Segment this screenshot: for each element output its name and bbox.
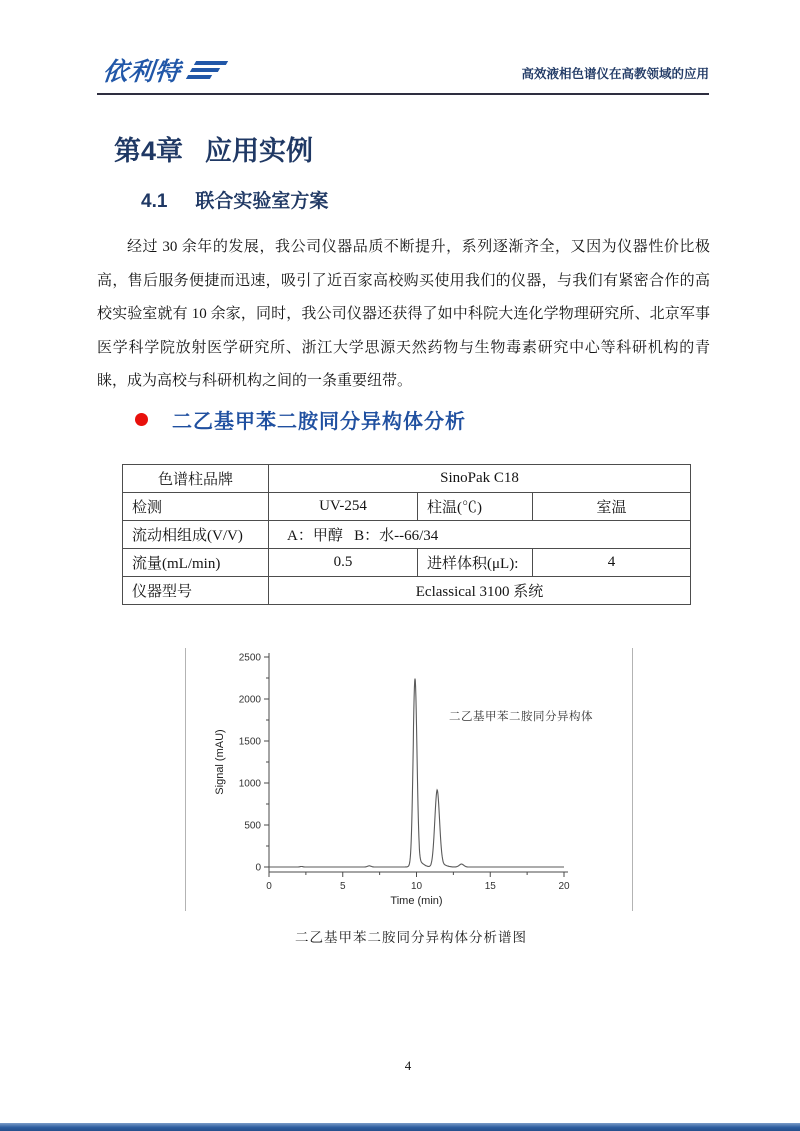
cell-detection-label: 检测 xyxy=(123,493,269,521)
bullet-heading xyxy=(135,405,466,434)
svg-text:10: 10 xyxy=(410,881,423,892)
cell-column-temp-label: 柱温(℃) xyxy=(418,493,533,521)
cell-column-brand-label: 色谱柱品牌 xyxy=(123,465,269,493)
cell-instrument-model-label: 仪器型号 xyxy=(123,577,269,605)
svg-text:1500: 1500 xyxy=(238,736,261,748)
svg-text:500: 500 xyxy=(244,820,261,832)
cell-column-brand-value: SinoPak C18 xyxy=(269,465,691,493)
cell-detection-value: UV-254 xyxy=(269,493,418,521)
svg-text:20: 20 xyxy=(558,881,570,892)
svg-text:Signal (mAU): Signal (mAU) xyxy=(214,729,226,795)
table-row xyxy=(123,493,691,521)
cell-mobile-phase-value: A：甲醇 B：水--66/34 xyxy=(269,521,691,549)
svg-text:15: 15 xyxy=(484,881,496,892)
svg-text:2500: 2500 xyxy=(238,652,261,664)
logo-bars-icon xyxy=(187,61,227,79)
header-title: 高效液相色谱仪在高教领域的应用 xyxy=(521,67,709,81)
table-row xyxy=(123,577,691,605)
chapter-title: 应用实例 xyxy=(205,136,314,166)
cell-column-temp-value: 室温 xyxy=(533,493,691,521)
svg-text:0: 0 xyxy=(266,881,272,892)
cell-injection-volume-value: 4 xyxy=(533,549,691,577)
body-paragraph: 经过 30 余年的发展，我公司仪器品质不断提升，系列逐渐齐全，又因为仪器性价比极高，售后服务便捷而迅速，吸引了近百家高校购买使用我们的仪器，与我们有紧密合作的高校实验室就有 10 余家，同时，我公司仪器还获得了如中科院大连化学物理研究所、北京军事医学科学院放射医学研究所、浙江大学思源天然药物与生物毒素研究中心等科研机构的青睐，成为高校与科研机构之间的一条重要纽带。 xyxy=(97,239,710,389)
svg-text:Time (min): Time (min) xyxy=(390,895,443,907)
logo-text: 依利特 xyxy=(101,58,183,86)
figure-caption: 二乙基甲苯二胺同分异构体分析谱图 xyxy=(295,930,527,945)
section-title: 联合实验室方案 xyxy=(195,191,329,212)
footer-bar xyxy=(0,1123,800,1131)
company-logo xyxy=(103,52,227,88)
chromatogram-figure xyxy=(185,648,633,911)
table-row xyxy=(123,549,691,577)
svg-text:0: 0 xyxy=(255,862,261,874)
conditions-table xyxy=(122,464,691,605)
chapter-heading xyxy=(114,129,313,168)
section-number: 4.1 xyxy=(141,191,168,212)
chapter-number: 第4章 xyxy=(114,136,184,166)
cell-injection-volume-label: 进样体积(μL): xyxy=(418,549,533,577)
table-row xyxy=(123,521,691,549)
bullet-dot-icon xyxy=(135,413,148,426)
bullet-label: 二乙基甲苯二胺同分异构体分析 xyxy=(172,411,466,433)
section-heading xyxy=(141,186,328,213)
svg-text:二乙基甲苯二胺同分异构体: 二乙基甲苯二胺同分异构体 xyxy=(449,711,593,723)
cell-mobile-phase-label: 流动相组成(V/V) xyxy=(123,521,269,549)
svg-text:5: 5 xyxy=(339,881,346,892)
page-number: 4 xyxy=(404,1058,412,1073)
cell-instrument-model-value: Eclassical 3100 系统 xyxy=(269,577,691,605)
svg-text:1000: 1000 xyxy=(238,778,261,790)
header-rule xyxy=(97,93,709,95)
svg-text:2000: 2000 xyxy=(238,694,261,706)
chromatogram-chart xyxy=(186,648,632,911)
cell-flow-rate-value: 0.5 xyxy=(269,549,418,577)
cell-flow-rate-label: 流量(mL/min) xyxy=(123,549,269,577)
table-row xyxy=(123,465,691,493)
